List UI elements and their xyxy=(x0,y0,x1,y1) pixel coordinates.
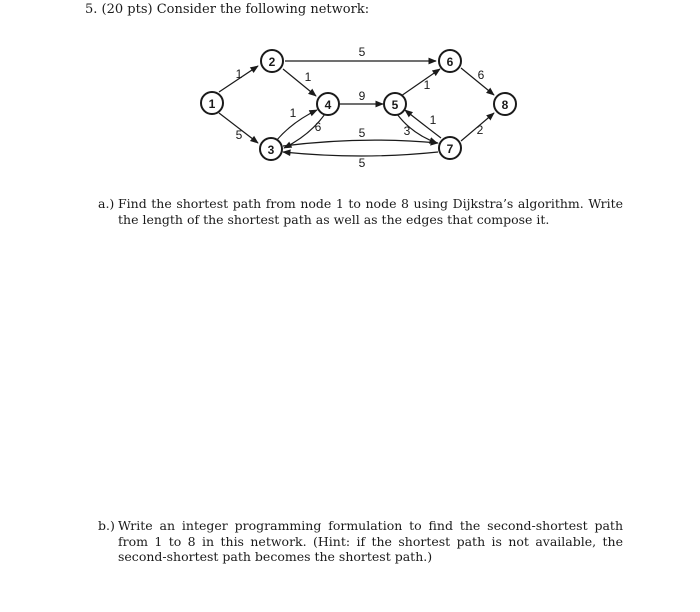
weight-7-8: 2 xyxy=(476,123,484,137)
node-8-label: 8 xyxy=(501,98,509,112)
weight-1-3: 5 xyxy=(235,128,243,142)
weight-6-8: 6 xyxy=(477,68,485,82)
node-5-label: 5 xyxy=(391,98,399,112)
weight-5-7: 3 xyxy=(403,124,411,138)
weight-7-5: 1 xyxy=(429,113,437,127)
weight-4-5: 9 xyxy=(358,89,366,103)
part-b-text: Write an integer programming formulation to find the second-shortest path from 1 to 8 in this network. (Hint: if the shortest path is not available, the second-shortest path becomes the shortest path.) xyxy=(118,518,623,564)
weight-2-4: 1 xyxy=(304,70,312,84)
node-2-label: 2 xyxy=(268,55,276,69)
part-b-label: b.) xyxy=(98,518,115,533)
question-header: 5. (20 pts) Consider the following network: xyxy=(85,2,370,17)
weight-4-3: 6 xyxy=(314,120,322,134)
node-3-label: 3 xyxy=(267,143,275,157)
weight-7-3: 5 xyxy=(358,156,366,170)
node-4-label: 4 xyxy=(324,98,332,112)
question-part-b xyxy=(98,518,623,565)
weight-2-6: 5 xyxy=(358,45,366,59)
weight-5-6: 1 xyxy=(423,78,431,92)
edge-3-7 xyxy=(283,140,438,146)
question-part-a xyxy=(98,196,623,227)
edge-3-4 xyxy=(276,110,317,141)
node-7-label: 7 xyxy=(446,142,454,156)
edge-5-6 xyxy=(401,69,440,96)
part-a-label: a.) xyxy=(98,196,115,211)
node-1-label: 1 xyxy=(208,97,216,111)
part-a-text: Find the shortest path from node 1 to node 8 using Dijkstra’s algorithm. Write the length of the shortest path as well as the edges that compose it. xyxy=(118,196,623,227)
node-6-label: 6 xyxy=(446,55,454,69)
weight-1-2: 1 xyxy=(235,67,243,81)
weight-3-7: 5 xyxy=(358,126,366,140)
weight-3-4: 1 xyxy=(289,106,297,120)
